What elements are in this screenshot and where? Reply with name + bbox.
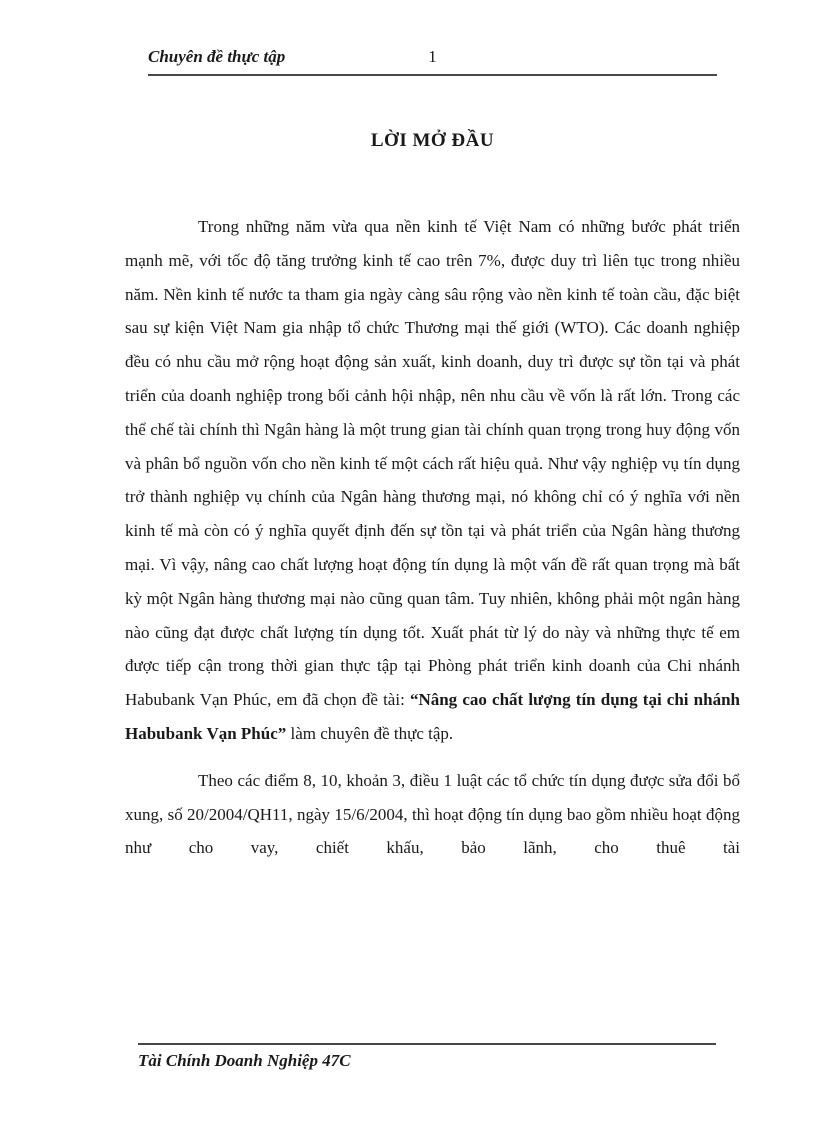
text-run: Trong những năm vừa qua nền kinh tế Việt Nam có những bước phát triển mạnh mẽ, với tốc độ tăng trưởng kinh tế cao trên 7%, được duy trì liên tục trong nhiều năm. Nền kinh tế nước ta tham gia ngày càng sâu rộng vào nền kinh tế toàn cầu, đặc biệt sau sự kiện Việt Nam gia nhập tổ chức Thương mại thế giới (WTO). Các doanh nghiệp đều có nhu cầu mở rộng hoạt động sản xuất, kinh doanh, duy trì được sự tồn tại và phát triển của doanh nghiệp trong bối cảnh hội nhập, nên nhu cầu về vốn là rất lớn. Trong các thể chế tài chính thì Ngân hàng là một trung gian tài chính quan trọng trong huy động vốn và phân bổ nguồn vốn cho nền kinh tế một cách rất hiệu quả. Như vậy nghiệp vụ tín dụng trở thành nghiệp vụ chính của Ngân hàng thương mại, nó không chỉ có ý nghĩa với nền kinh tế mà còn có ý nghĩa quyết định đến sự tồn tại và phát triển của Ngân hàng thương mại. Vì vậy, nâng cao chất lượng hoạt động tín dụng là một vấn đề rất quan trọng mà bất kỳ một Ngân hàng thương mại nào cũng quan tâm. Tuy nhiên, không phải một ngân hàng nào cũng đạt được chất lượng tín dụng tốt. Xuất phát từ lý do này và những thực tế em được tiếp cận trong thời gian thực tập tại Phòng phát triển kinh doanh của Chi nhánh Habubank Vạn Phúc, em đã chọn đề tài: bbox=[125, 217, 740, 710]
text-run: Theo các điểm 8, 10, khoản 3, điều 1 luật các tổ chức tín dụng được sửa đổi bổ xung, số 20/2004/QH11, ngày 15/6/2004, thì hoạt động tín dụng bao gồm nhiều hoạt động như cho vay, chiết khấu, bảo lãnh, cho thuê tài bbox=[125, 770, 740, 858]
thesis-title-bold-run: “Nâng cao chất lượng tín dụng tại chi nhánh Habubank Vạn Phúc” bbox=[125, 690, 740, 743]
page-footer bbox=[138, 1043, 716, 1072]
footer-text: Tài Chính Doanh Nghiệp 47C bbox=[138, 1051, 351, 1070]
document-title: LỜI MỞ ĐẦU bbox=[370, 130, 495, 151]
page-number: 1 bbox=[428, 47, 437, 66]
paragraph-intro bbox=[125, 210, 740, 751]
body-text bbox=[125, 210, 740, 865]
header-title: Chuyên đề thực tập bbox=[148, 47, 286, 66]
text-run: làm chuyên đề thực tập. bbox=[286, 723, 454, 743]
page-header bbox=[148, 46, 717, 76]
paragraph-legal-definition bbox=[125, 764, 740, 865]
